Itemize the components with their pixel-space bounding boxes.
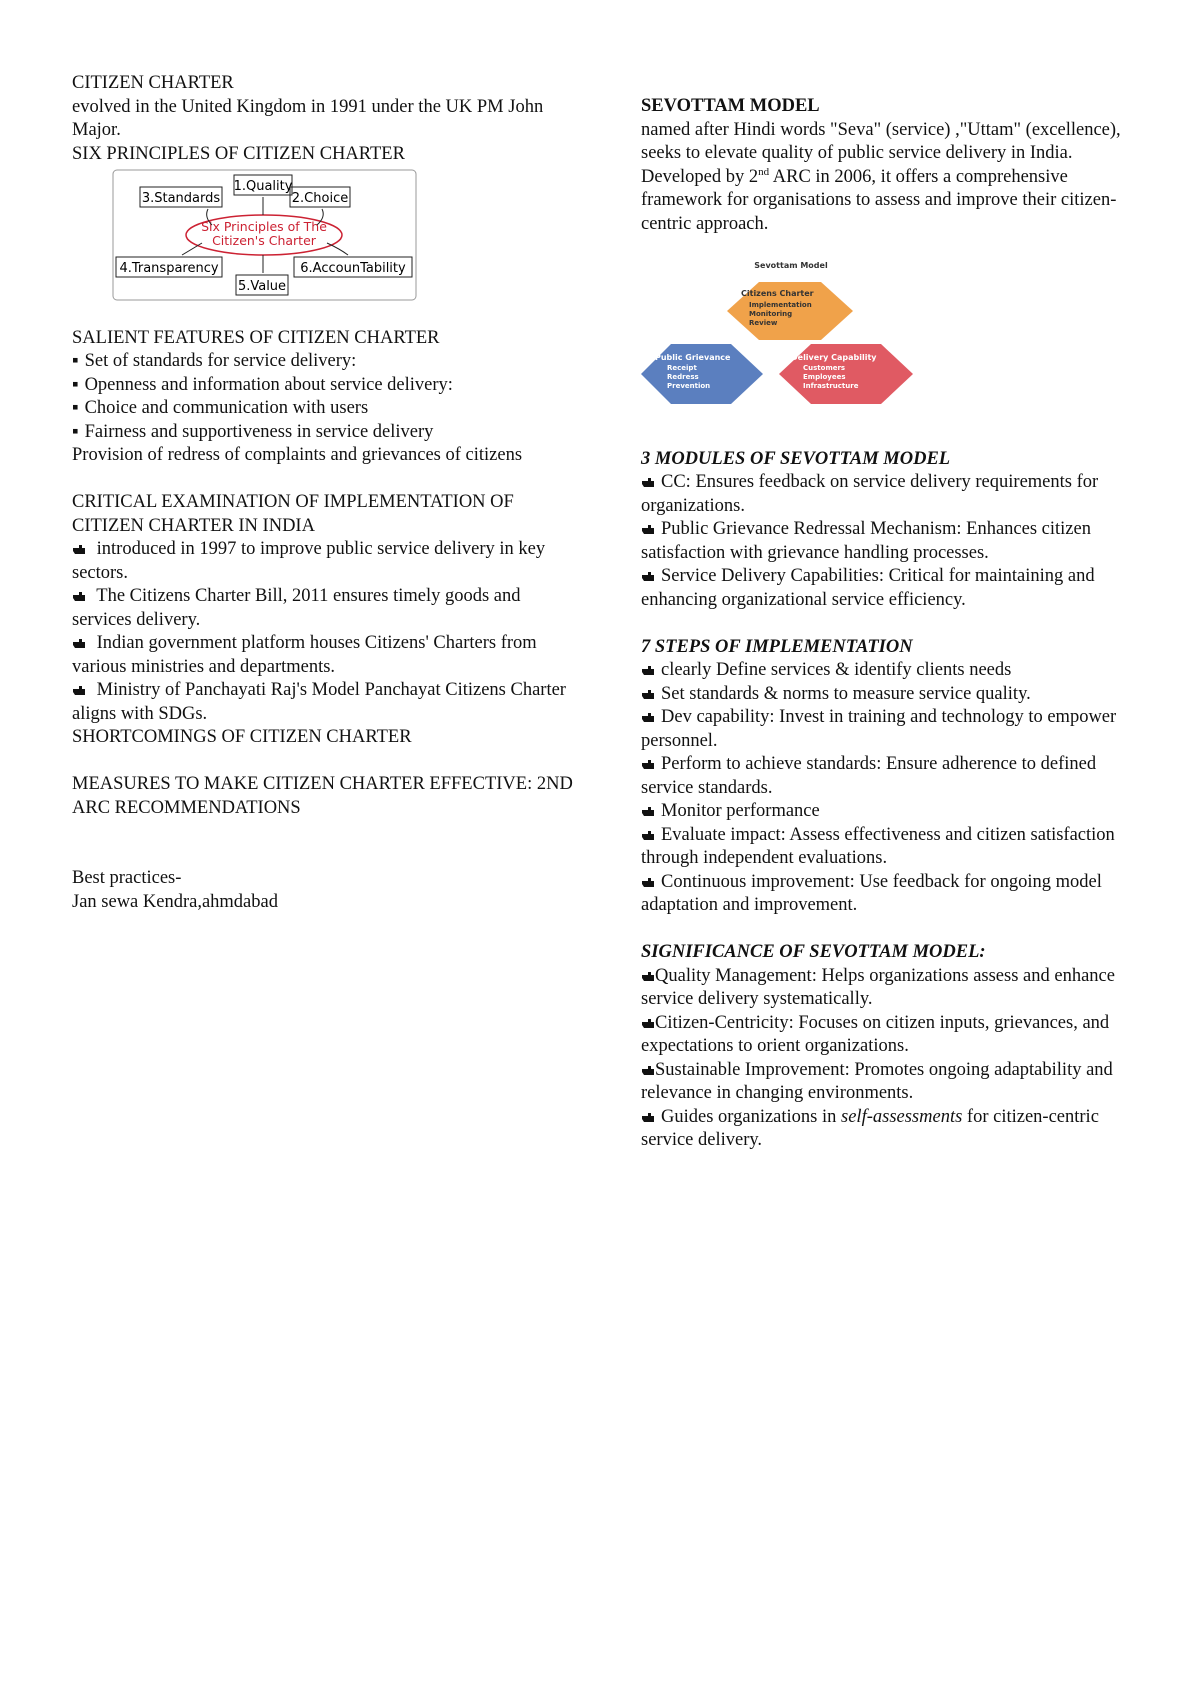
best-practices-label: Best practices- — [72, 868, 182, 888]
module-item: CC: Ensures feedback on service delivery requirements for organizations. — [641, 472, 1099, 516]
modules-title: 3 MODULES OF SEVOTTAM MODEL — [641, 448, 951, 469]
hex-top-item: Monitoring — [749, 310, 793, 318]
pointing-hand-icon — [641, 476, 655, 488]
hex-delivery-capability-title: Delivery Capability — [791, 353, 877, 362]
hex-citizens-charter-title: Citizens Charter — [741, 289, 814, 298]
hex-public-grievance-title: Public Grievance — [655, 353, 731, 362]
measures-title: MEASURES TO MAKE CITIZEN CHARTER EFFECTIVE: 2ND ARC RECOMMENDATIONS — [72, 774, 573, 818]
pointing-hand-icon — [72, 637, 86, 649]
step-item: Evaluate impact: Assess effectiveness and citizen satisfaction through independent evaluations. — [641, 824, 1115, 868]
right-column — [641, 95, 1136, 1153]
diagram-center-line1: Six Principles of The — [201, 219, 327, 234]
hex-right-item: Employees — [803, 373, 846, 381]
left-column — [72, 72, 577, 914]
principle-transparency: 4.Transparency — [119, 261, 219, 276]
module-item: Service Delivery Capabilities: Critical for maintaining and enhancing organizational service efficiency. — [641, 566, 1095, 610]
principle-quality: 1.Quality — [233, 179, 293, 194]
hex-left-item: Receipt — [667, 364, 697, 372]
principle-choice: 2.Choice — [291, 191, 349, 206]
critical-item: Ministry of Panchayati Raj's Model Panchayat Citizens Charter aligns with SDGs. — [72, 680, 566, 724]
pointing-hand-icon — [641, 876, 655, 888]
steps-title: 7 STEPS OF IMPLEMENTATION — [641, 636, 913, 657]
pointing-hand-icon — [641, 688, 655, 700]
critical-examination-title: CRITICAL EXAMINATION OF IMPLEMENTATION OF CITIZEN CHARTER IN INDIA — [72, 492, 514, 536]
pointing-hand-icon — [641, 1064, 655, 1076]
step-item: Dev capability: Invest in training and technology to empower personnel. — [641, 707, 1117, 751]
pointing-hand-icon — [72, 590, 86, 602]
sevottam-title: SEVOTTAM MODEL — [641, 96, 820, 116]
pointing-hand-icon — [641, 664, 655, 676]
hex-left-item: Redress — [667, 373, 699, 381]
module-item: Public Grievance Redressal Mechanism: Enhances citizen satisfaction with grievance handling processes. — [641, 519, 1091, 563]
pointing-hand-icon — [72, 543, 86, 555]
hex-right-item: Infrastructure — [803, 382, 859, 390]
six-principles-title: SIX PRINCIPLES OF CITIZEN CHARTER — [72, 143, 405, 164]
shortcomings-title: SHORTCOMINGS OF CITIZEN CHARTER — [72, 727, 412, 747]
salient-item: ▪ Set of standards for service delivery: — [72, 350, 577, 374]
critical-item: introduced in 1997 to improve public service delivery in key sectors. — [72, 539, 546, 583]
diagram-center-line2: Citizen's Charter — [212, 233, 316, 248]
sevottam-diagram-title: Sevottam Model — [754, 261, 828, 270]
hex-top-item: Review — [749, 319, 778, 327]
step-item: Continuous improvement: Use feedback for ongoing model adaptation and improvement. — [641, 871, 1102, 915]
significance-item: Sustainable Improvement: Promotes ongoing adaptability and relevance in changing environments. — [641, 1059, 1113, 1103]
hex-right-item: Customers — [803, 364, 846, 372]
significance-item: Citizen-Centricity: Focuses on citizen inputs, grievances, and expectations to orient organizations. — [641, 1012, 1110, 1056]
six-principles-diagram — [112, 169, 417, 301]
salient-item: ▪ Choice and communication with users — [72, 397, 577, 421]
significance-item: Guides organizations in self-assessments for citizen-centric service delivery. — [641, 1106, 1099, 1150]
salient-item: ▪ Openness and information about service delivery: — [72, 374, 577, 398]
salient-last-line: Provision of redress of complaints and grievances of citizens — [72, 445, 523, 465]
jan-sewa-kendra: Jan sewa Kendra,ahmdabad — [72, 891, 278, 912]
hex-left-item: Prevention — [667, 382, 711, 390]
critical-item: Indian government platform houses Citizens' Charters from various ministries and departments. — [72, 633, 537, 677]
critical-item: The Citizens Charter Bill, 2011 ensures timely goods and services delivery. — [72, 586, 521, 630]
pointing-hand-icon — [641, 829, 655, 841]
step-item: Set standards & norms to measure service quality. — [641, 683, 1136, 707]
step-item: clearly Define services & identify clients needs — [641, 659, 1136, 683]
salient-item: ▪ Fairness and supportiveness in service delivery — [72, 421, 577, 445]
significance-title: SIGNIFICANCE OF SEVOTTAM MODEL: — [641, 942, 986, 962]
principle-accountability: 6.AccounTability — [300, 261, 406, 276]
step-item: Monitor performance — [641, 800, 1136, 824]
sevottam-model-diagram — [641, 256, 941, 426]
citizen-charter-title: CITIZEN CHARTER — [72, 73, 234, 93]
principle-value: 5.Value — [237, 279, 287, 294]
hex-top-item: Implementation — [749, 301, 812, 309]
principle-standards: 3.Standards — [141, 191, 221, 206]
citizen-charter-intro: evolved in the United Kingdom in 1991 under the UK PM John Major. — [72, 96, 544, 140]
pointing-hand-icon — [641, 1017, 655, 1029]
salient-features-title: SALIENT FEATURES OF CITIZEN CHARTER — [72, 327, 440, 348]
pointing-hand-icon — [641, 570, 655, 582]
significance-item: Quality Management: Helps organizations assess and enhance service delivery systematically. — [641, 965, 1115, 1009]
pointing-hand-icon — [641, 970, 655, 982]
pointing-hand-icon — [641, 758, 655, 770]
pointing-hand-icon — [641, 711, 655, 723]
pointing-hand-icon — [641, 523, 655, 535]
pointing-hand-icon — [641, 1111, 655, 1123]
pointing-hand-icon — [641, 805, 655, 817]
step-item: Perform to achieve standards: Ensure adherence to defined service standards. — [641, 754, 1097, 798]
pointing-hand-icon — [72, 684, 86, 696]
sevottam-intro: named after Hindi words "Seva" (service) ,"Uttam" (excellence), seeks to elevate quality of public service delivery in India. Developed by 2nd ARC in 2006, it offers a comprehensive framework for organisations to assess and improve their citizen-centric approach. — [641, 119, 1121, 234]
